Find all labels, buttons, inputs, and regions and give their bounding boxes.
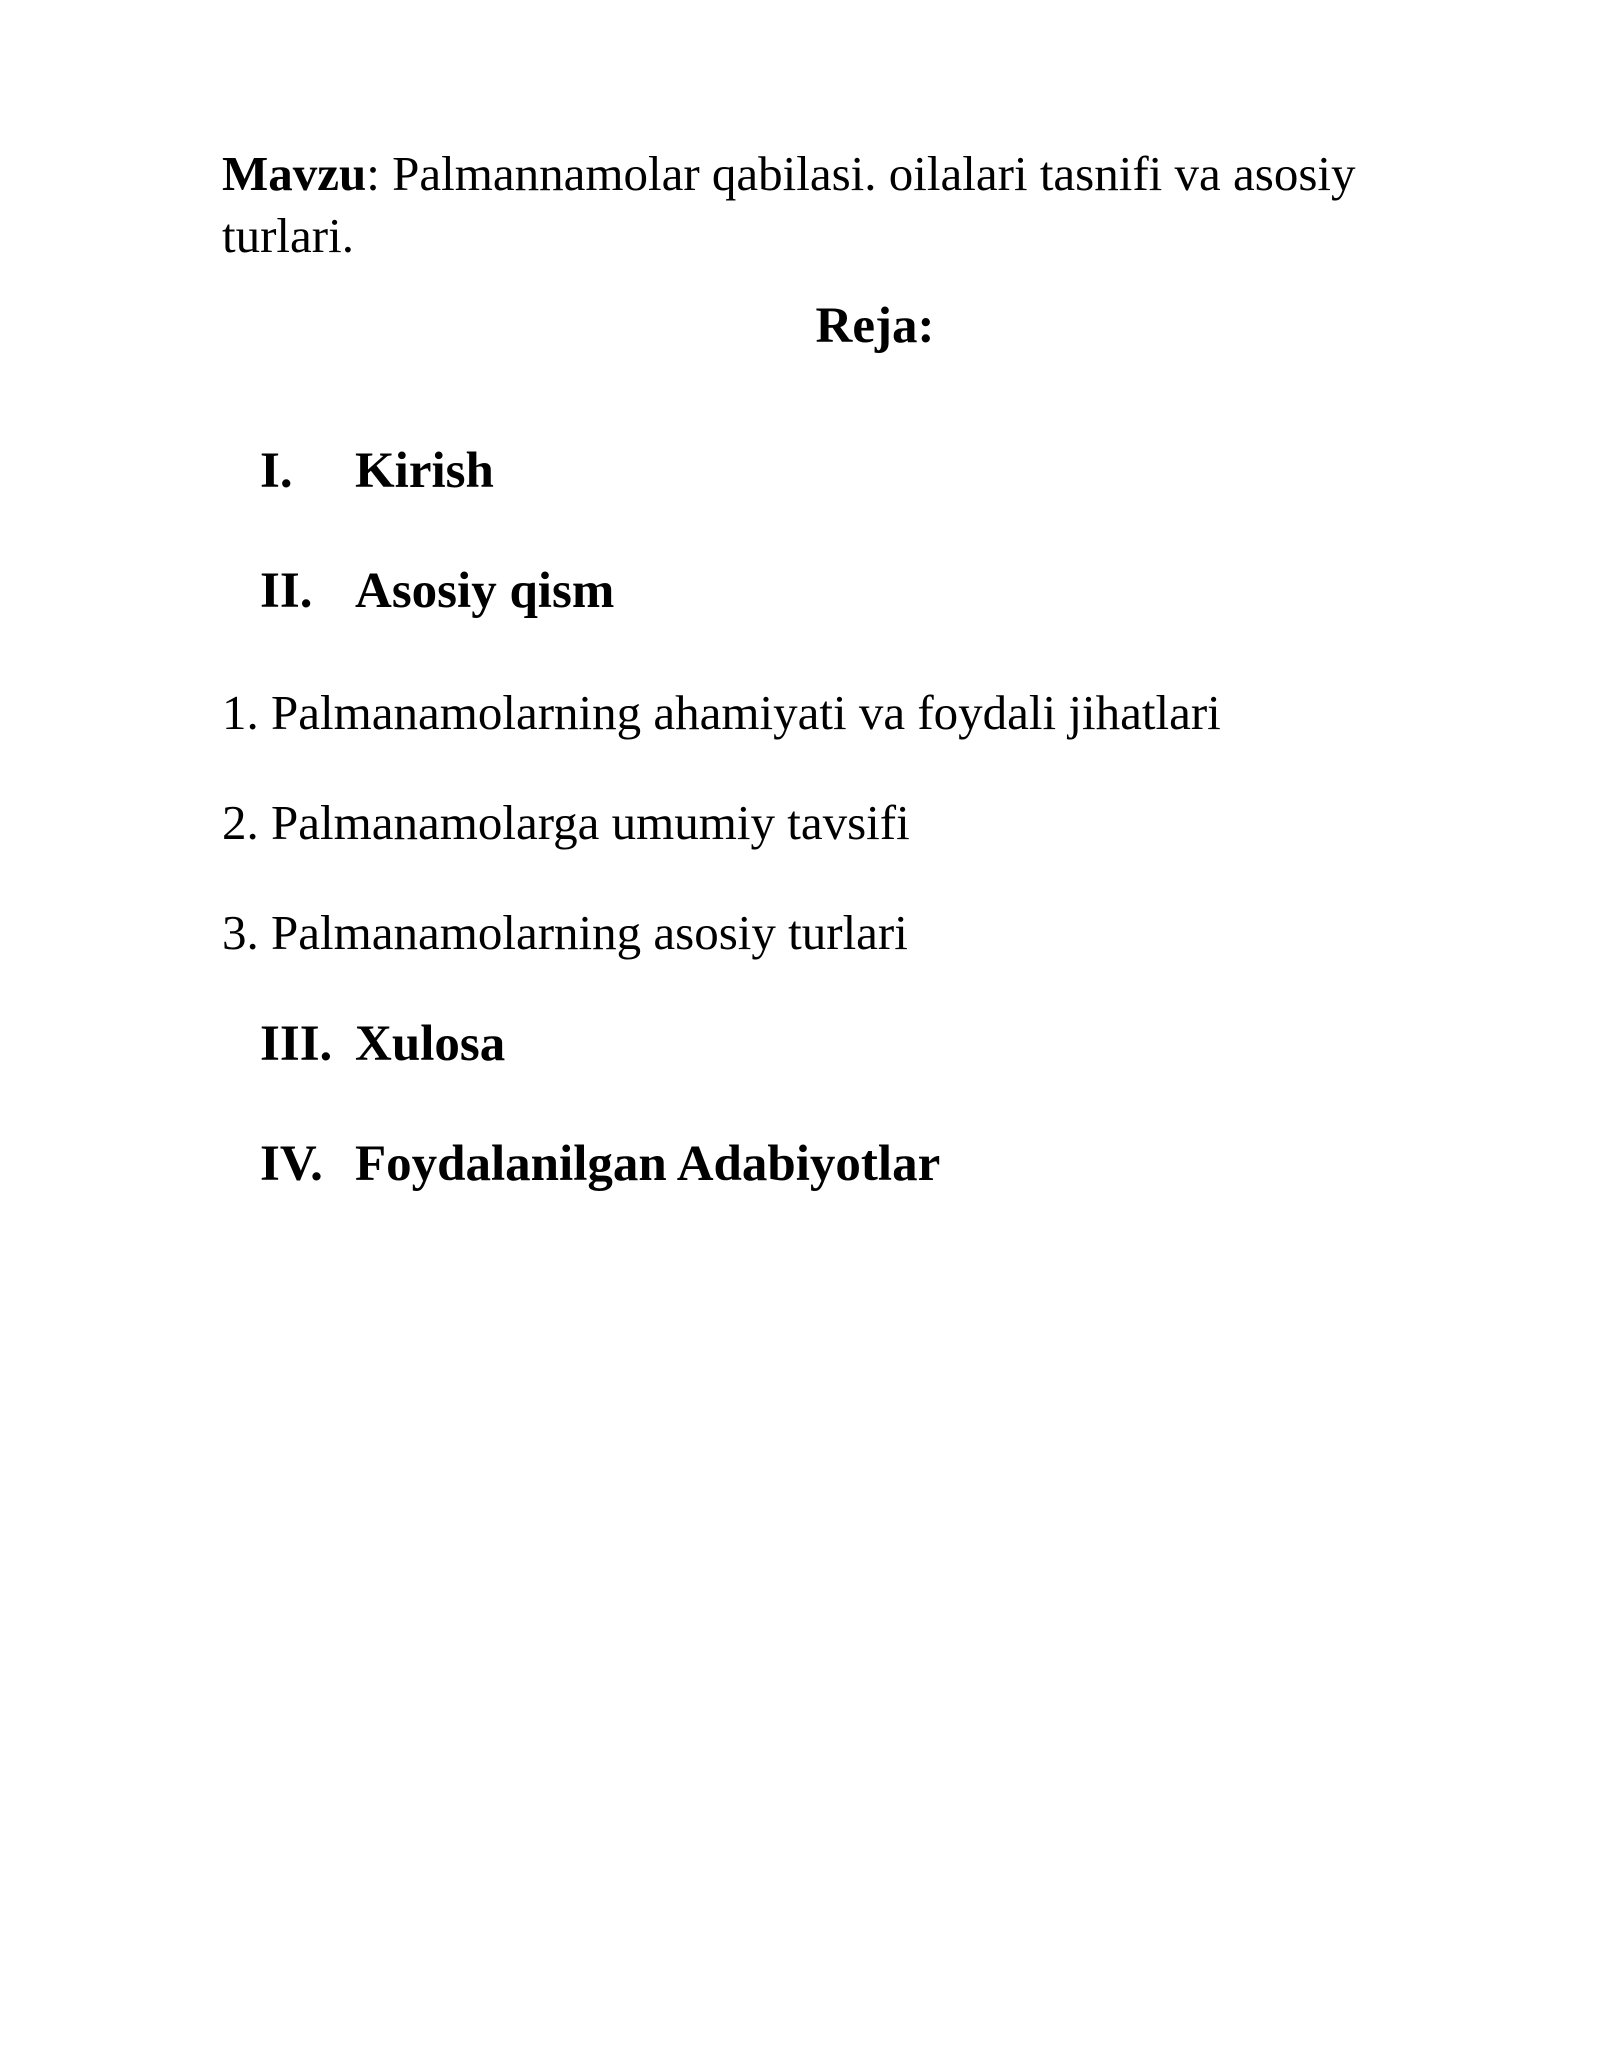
section-title: Foydalanilgan Adabiyotlar	[355, 1136, 941, 1192]
section-title: Asosiy qism	[355, 563, 615, 619]
topic-text: Palmannamolar qabilasi. oilalari tasnifi va asosiy turlari.	[222, 146, 1356, 263]
topic-separator: :	[366, 146, 380, 201]
topic-label: Mavzu	[222, 146, 367, 201]
section-title: Kirish	[355, 443, 494, 499]
plan-section-references	[260, 1133, 940, 1195]
section-number: I.	[260, 443, 293, 499]
section-title: Xulosa	[355, 1016, 506, 1072]
plan-section-introduction	[260, 440, 494, 502]
plan-section-conclusion	[260, 1013, 505, 1075]
section-number: II.	[260, 563, 313, 619]
plan-heading: Reja:	[815, 298, 935, 354]
topic-line	[222, 143, 1452, 267]
plan-subitem: 1. Palmanamolarning ahamiyati va foydali jihatlari	[222, 685, 1221, 740]
section-number: III.	[260, 1016, 333, 1072]
plan-section-main-part	[260, 560, 614, 622]
plan-subitem: 2. Palmanamolarga umumiy tavsifi	[222, 795, 910, 850]
plan-subitem: 3. Palmanamolarning asosiy turlari	[222, 905, 908, 960]
section-number: IV.	[260, 1136, 323, 1192]
